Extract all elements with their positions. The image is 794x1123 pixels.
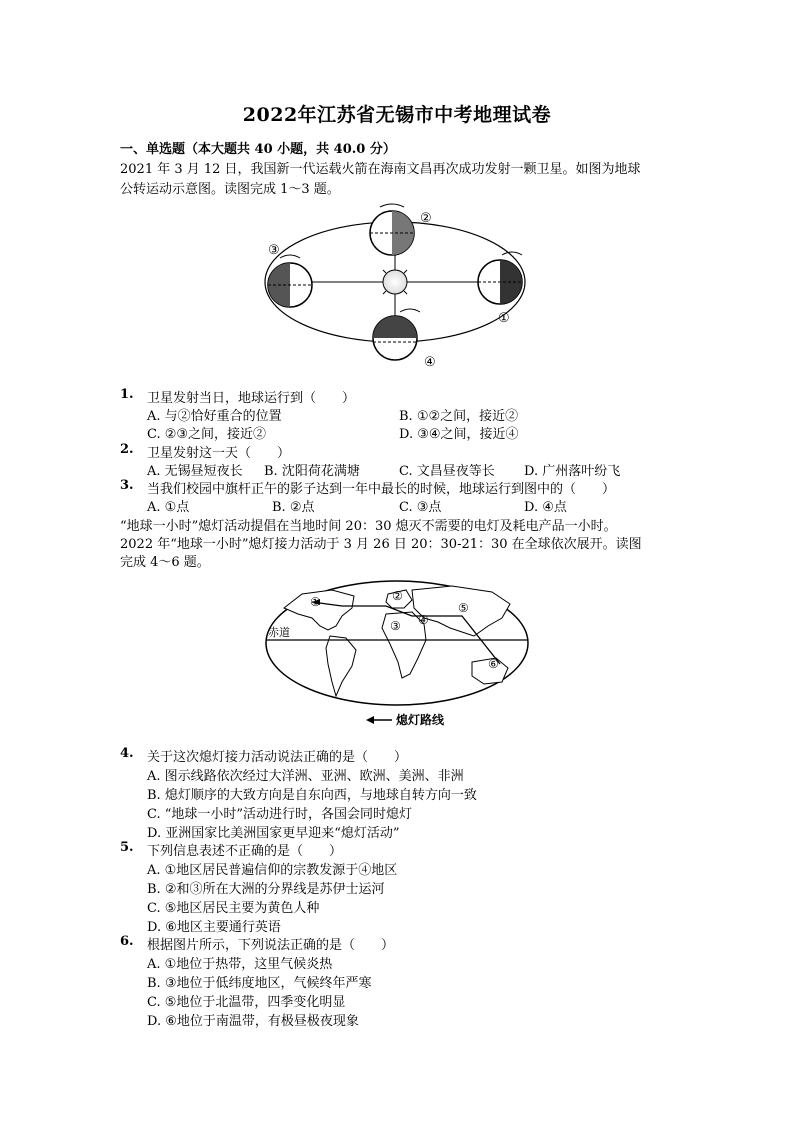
question-number: 3. bbox=[120, 478, 134, 493]
q5-option-b: B. ②和③所在大洲的分界线是苏伊士运河 bbox=[147, 882, 385, 897]
q6-option-d: D. ⑥地位于南温带，有极昼极夜现象 bbox=[147, 1014, 359, 1029]
map-label-2: ② bbox=[392, 589, 403, 603]
map-label-4: ④ bbox=[418, 613, 429, 627]
q4-option-b: B. 熄灯顺序的大致方向是自东向西，与地球自转方向一致 bbox=[147, 788, 477, 803]
orbit-label-1: ① bbox=[498, 311, 510, 326]
q1-option-c: C. ②③之间，接近② bbox=[147, 427, 267, 442]
q4-option-d: D. 亚洲国家比美洲国家更早迎来“熄灯活动” bbox=[147, 826, 400, 841]
intro2-line-3: 完成 4～6 题。 bbox=[120, 555, 210, 570]
q6-option-a: A. ①地位于热带，这里气候炎热 bbox=[147, 957, 333, 972]
intro2-line-1: “地球一小时”熄灯活动提倡在当地时间 20：30 熄灭不需要的电灯及耗电产品一小时。 bbox=[120, 519, 617, 534]
q1-option-a: A. 与②恰好重合的位置 bbox=[147, 409, 282, 424]
page-title: 2022年江苏省无锡市中考地理试卷 bbox=[242, 104, 552, 126]
world-map-diagram bbox=[262, 578, 538, 738]
question-number: 6. bbox=[120, 934, 134, 949]
q2-option-a: A. 无锡昼短夜长 bbox=[147, 464, 243, 479]
question-number: 2. bbox=[120, 442, 134, 457]
q5-option-d: D. ⑥地区主要通行英语 bbox=[147, 920, 281, 935]
section-heading: 一、单选题（本大题共 40 小题，共 40.0 分） bbox=[120, 142, 396, 157]
question-3-stem: 当我们校园中旗杆正午的影子达到一年中最长的时候，地球运行到图中的（ ） bbox=[147, 482, 616, 497]
q1-option-b: B. ①②之间，接近② bbox=[399, 409, 519, 424]
question-number: 4. bbox=[120, 746, 134, 761]
map-label-1: ① bbox=[310, 595, 321, 609]
orbit-label-2: ② bbox=[420, 211, 432, 226]
q5-option-c: C. ⑤地区居民主要为黄色人种 bbox=[147, 901, 320, 916]
q1-option-d: D. ③④之间，接近④ bbox=[399, 427, 519, 442]
map-label-6: ⑥ bbox=[488, 657, 499, 671]
intro-line-2: 公转运动示意图。读图完成 1～3 题。 bbox=[120, 182, 340, 197]
intro2-line-2: 2022 年“地球一小时”熄灯接力活动于 3 月 26 日 20：30-21：30 在全球依次展开。读图 bbox=[120, 537, 642, 552]
question-2-stem: 卫星发射这一天（ ） bbox=[147, 446, 291, 461]
map-label-3: ③ bbox=[390, 619, 401, 633]
q2-option-d: D. 广州落叶纷飞 bbox=[524, 464, 621, 479]
q2-option-c: C. 文昌昼夜等长 bbox=[399, 464, 495, 479]
earth-position-4 bbox=[373, 309, 420, 360]
q3-option-c: C. ③点 bbox=[399, 500, 442, 515]
q6-option-c: C. ⑤地位于北温带，四季变化明显 bbox=[147, 995, 346, 1010]
question-number: 1. bbox=[120, 387, 134, 402]
q3-option-a: A. ①点 bbox=[147, 500, 190, 515]
earth-orbit-diagram bbox=[262, 200, 582, 375]
sun-icon bbox=[378, 265, 412, 299]
map-label-5: ⑤ bbox=[458, 601, 469, 615]
q3-option-b: B. ②点 bbox=[272, 500, 315, 515]
earth-position-2 bbox=[370, 204, 414, 255]
q3-option-d: D. ④点 bbox=[524, 500, 567, 515]
equator-label: 赤道 bbox=[268, 626, 290, 639]
intro-line-1: 2021 年 3 月 12 日，我国新一代运载火箭在海南文昌再次成功发射一颗卫星。如图为地球 bbox=[120, 162, 641, 177]
q4-option-c: C. “地球一小时”活动进行时，各国会同时熄灯 bbox=[147, 807, 413, 822]
question-number: 5. bbox=[120, 840, 134, 855]
earth-position-3 bbox=[268, 255, 312, 307]
question-5-stem: 下列信息表述不正确的是（ ） bbox=[147, 844, 343, 859]
question-6-stem: 根据图片所示，下列说法正确的是（ ） bbox=[147, 938, 395, 953]
orbit-label-3: ③ bbox=[268, 243, 280, 258]
q4-option-a: A. 图示线路依次经过大洋洲、亚洲、欧洲、美洲、非洲 bbox=[147, 769, 464, 784]
q5-option-a: A. ①地区居民普遍信仰的宗教发源于④地区 bbox=[147, 863, 398, 878]
map-legend-label: 熄灯路线 bbox=[396, 713, 445, 727]
question-1-stem: 卫星发射当日，地球运行到（ ） bbox=[147, 391, 356, 406]
q2-option-b: B. 沈阳荷花满塘 bbox=[264, 464, 360, 479]
orbit-label-4: ④ bbox=[424, 355, 436, 370]
q6-option-b: B. ③地位于低纬度地区，气候终年严寒 bbox=[147, 976, 372, 991]
question-4-stem: 关于这次熄灯接力活动说法正确的是（ ） bbox=[147, 750, 408, 765]
